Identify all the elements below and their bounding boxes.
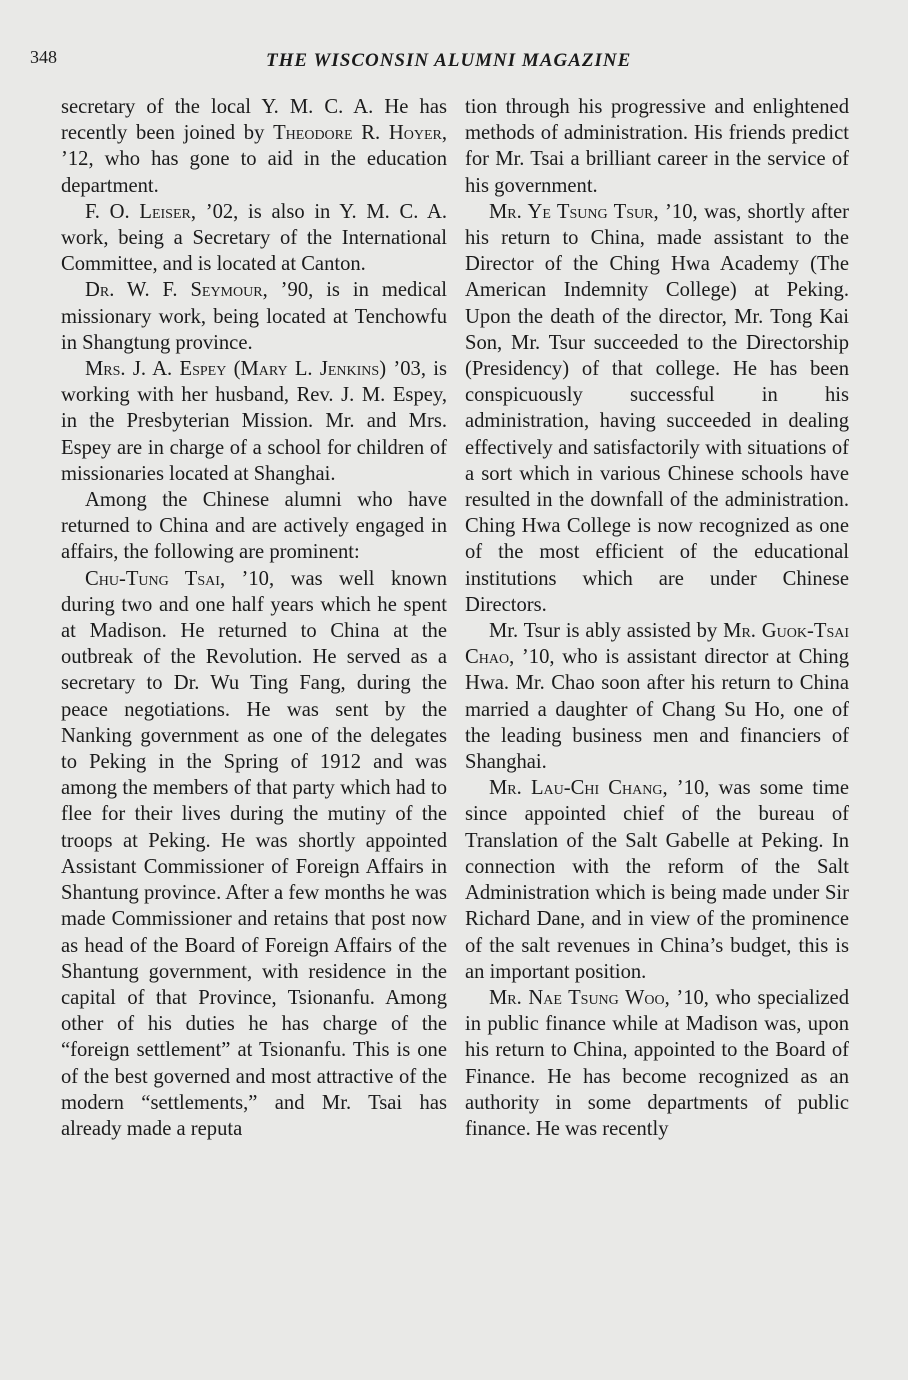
text-run: , ’90, is in medical missionary work, being located at Tenchowfu in Shangtung province. [61, 279, 448, 354]
text-run: secretary of the local Y. M. C. A. He has recently been joined by [61, 96, 447, 145]
text-run: , ’10, was, shortly after his return to China, made assistant to the Director of the Ching Hwa Academy (The American Indemnity College) at Peking. Upon the death of the director, Mr. Tong Kai Son, Mr. Tsur succeeded to the Directorship (Presidency) of that college. He has been conspicuously successful in his administration, having succeeded in dealing effectively and satisfactorily with situations of a sort which in various Chinese schools have resulted in the downfall of the administration. Ching Hwa College is now recognized as one of the most efficient of the educational institutions which are under Chinese Directors. [465, 200, 849, 616]
paragraph [61, 566, 447, 1142]
paragraph [61, 94, 447, 199]
name-small-caps: Theodore R. Hoyer [273, 122, 442, 145]
left-column [61, 94, 447, 1142]
paragraph [465, 618, 849, 775]
paragraph [465, 985, 849, 1142]
name-small-caps: Dr. W. F. Seymour [85, 279, 263, 302]
paragraph [61, 356, 447, 487]
paragraph [61, 487, 447, 566]
name-small-caps: Mr. Nae Tsung Woo [489, 986, 665, 1009]
name-small-caps: Mr. Ye Tsung Tsur [489, 200, 654, 223]
name-small-caps: Leiser [139, 200, 191, 223]
text-run: , ’02, is also in Y. M. C. A. work, being a Secretary of the International Committee, and is located at Canton. [61, 200, 447, 276]
paragraph [465, 775, 849, 985]
text-run: , ’10, who is assistant director at Ching Hwa. Mr. Chao soon after his return to China married a daughter of Chang Su Ho, one of the leading business men and financiers of Shanghai. [465, 646, 849, 774]
name-small-caps: Mr. Lau-Chi Chang [489, 777, 663, 800]
text-run: Among the Chinese alumni who have returned to China and are actively engaged in affairs, the following are prominent: [61, 489, 447, 564]
text-run: , ’12, who has gone to aid in the education department. [61, 122, 447, 197]
page-number: 348 [30, 47, 57, 67]
paragraph [465, 199, 849, 618]
running-head: THE WISCONSIN ALUMNI MAGAZINE [266, 50, 632, 71]
paragraph [61, 277, 447, 356]
right-column [465, 94, 849, 1142]
name-small-caps: Mr. Guok-Tsai Chao [465, 620, 849, 669]
text-run: tion through his progressive and enlightened methods of administration. His friends predict for Mr. Tsai a brilliant career in the service of his government. [465, 96, 849, 197]
name-small-caps: Chu-Tung Tsai [85, 567, 220, 590]
text-run: , ’10, was some time since appointed chief of the bureau of Translation of the Salt Gabelle at Peking. In connection with the reform of the Salt Administration which is being made under Sir Richard Dane, and in view of the prominence of the salt revenues in China’s budget, this is an important position. [465, 777, 849, 983]
paragraph [465, 94, 849, 199]
text-run: F. O. [85, 200, 140, 223]
text-run: , ’10, was well known during two and one half years which he spent at Madison. He returned to China at the outbreak of the Revolution. He served as a secretary to Dr. Wu Ting Fang, during the peace negotiations. He was sent by the Nanking government as one of the delegates to Peking in the Spring of 1912 and was among the members of that party which had to flee for their lives during the mutiny of the troops at Peking. He was shortly appointed Assistant Commissioner of Foreign Affairs in Shantung province. After a few months he was made Commissioner and retains that post now as head of the Board of Foreign Affairs of the Shantung government, with residence in the capital of that Province, Tsionanfu. Among other of his duties he has charge of the “foreign settlement” at Tsionanfu. This is one of the best governed and most attractive of the modern “settlements,” and Mr. Tsai has already made a reputa [61, 567, 447, 1140]
text-run: Mr. Tsur is ably assisted by [489, 620, 724, 643]
text-run: , ’10, who specialized in public finance while at Madison was, upon his return to China, appointed to the Board of Finance. He has become recognized as an authority in some departments of public finance. He was recently [465, 986, 849, 1140]
text-run: ’03, is working with her husband, Rev. J. M. Espey, in the Presbyterian Mission. Mr. and Mrs. Espey are in charge of a school for children of missionaries located at Shanghai. [61, 358, 447, 485]
name-small-caps: Mrs. J. A. Espey (Mary L. Jenkins) [85, 358, 387, 381]
paragraph [61, 199, 447, 278]
